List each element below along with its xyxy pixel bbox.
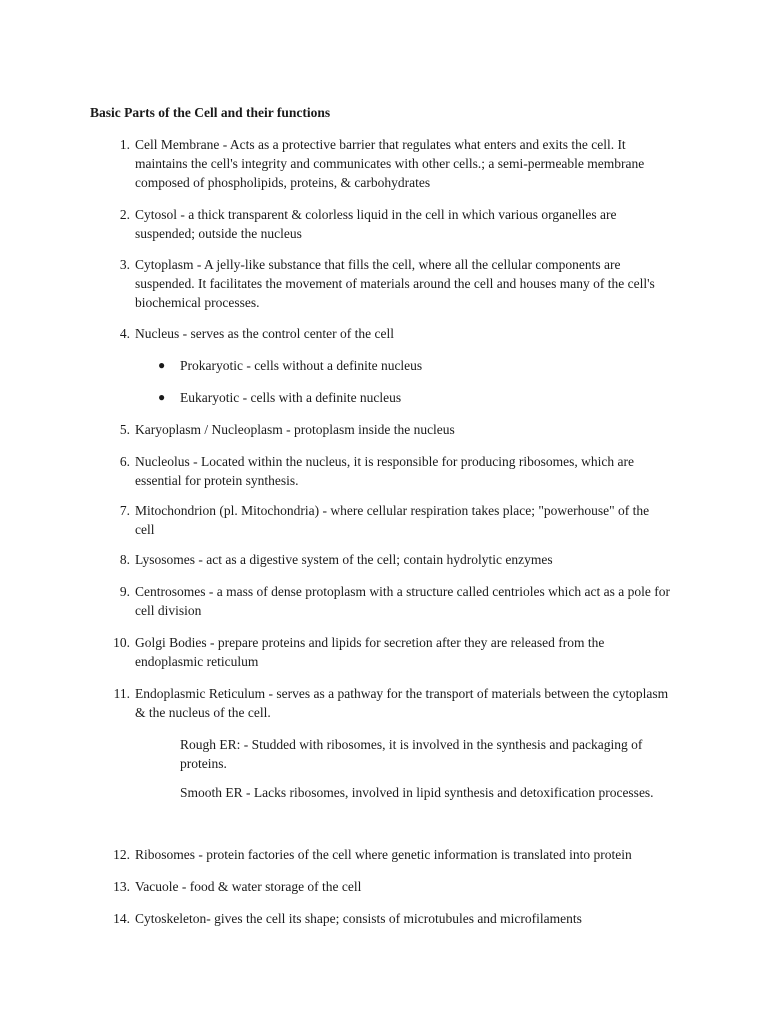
list-item-mitochondrion <box>110 501 670 539</box>
bullet-item-eukaryotic <box>158 388 658 407</box>
sub-item-smooth-er: Smooth ER - Lacks ribosomes, involved in lipid synthesis and detoxification processes. <box>180 785 654 800</box>
list-item-text: Lysosomes - act as a digestive system of the cell; contain hydrolytic enzymes <box>135 552 553 567</box>
list-number: 6. <box>119 454 130 469</box>
list-item-text: Cell Membrane - Acts as a protective barrier that regulates what enters and exits the cell. It maintains the cell's integrity and communicates with other cells.; a semi-permeable membrane composed of phospholipids, proteins, & carbohydrates <box>135 137 645 190</box>
list-item-text: Mitochondrion (pl. Mitochondria) - where cellular respiration takes place; "powerhouse" of the cell <box>135 503 650 537</box>
list-item-text: Golgi Bodies - prepare proteins and lipids for secretion after they are released from the endoplasmic reticulum <box>135 635 605 669</box>
list-number: 11. <box>113 686 130 701</box>
list-item-cytosol <box>110 205 670 243</box>
list-number: 10. <box>113 635 130 650</box>
bullet-item-prokaryotic <box>158 356 658 375</box>
list-item-endoplasmic-reticulum <box>110 684 670 722</box>
list-number: 4. <box>119 326 130 341</box>
list-item-text: Nucleolus - Located within the nucleus, it is responsible for producing ribosomes, which are essential for protein synthesis. <box>135 454 635 488</box>
list-item-text: Nucleus - serves as the control center of the cell <box>135 326 395 341</box>
list-number: 1. <box>119 137 130 152</box>
list-item-text: Karyoplasm / Nucleoplasm - protoplasm inside the nucleus <box>135 422 455 437</box>
bullet-marker: ● <box>158 390 166 404</box>
list-number: 2. <box>119 207 130 222</box>
list-item-nucleolus <box>110 452 670 490</box>
document-title: Basic Parts of the Cell and their functions <box>90 105 331 120</box>
sub-item-rough-er: Rough ER: - Studded with ribosomes, it is involved in the synthesis and packaging of proteins. <box>180 737 643 771</box>
bullet-marker: ● <box>158 358 166 372</box>
list-item-ribosomes <box>110 845 670 864</box>
list-item-text: Vacuole - food & water storage of the cell <box>135 879 362 894</box>
bullet-text: Prokaryotic - cells without a definite nucleus <box>180 358 423 373</box>
list-item-lysosomes <box>110 550 670 569</box>
list-number: 12. <box>113 847 130 862</box>
list-item-text: Cytoskeleton- gives the cell its shape; consists of microtubules and microfilaments <box>135 911 582 926</box>
list-item-text: Cytoplasm - A jelly-like substance that fills the cell, where all the cellular components are suspended. It facilitates the movement of materials around the cell and houses many of the cell's biochemical processes. <box>135 257 655 310</box>
list-item-vacuole <box>110 877 670 896</box>
list-item-text: Endoplasmic Reticulum - serves as a pathway for the transport of materials between the cytoplasm & the nucleus of the cell. <box>135 686 669 720</box>
list-number: 13. <box>113 879 130 894</box>
list-item-cytoplasm <box>110 255 670 312</box>
list-item-karyoplasm <box>110 420 670 439</box>
list-number: 9. <box>119 584 130 599</box>
list-item-text: Centrosomes - a mass of dense protoplasm with a structure called centrioles which act as a pole for cell division <box>135 584 670 618</box>
list-item-text: Cytosol - a thick transparent & colorless liquid in the cell in which various organelles are suspended; outside the nucleus <box>135 207 617 241</box>
list-number: 14. <box>113 911 130 926</box>
bullet-text: Eukaryotic - cells with a definite nucleus <box>180 390 402 405</box>
list-item-text: Ribosomes - protein factories of the cell where genetic information is translated into protein <box>135 847 632 862</box>
list-item-cytoskeleton <box>110 909 670 928</box>
list-item-golgi-bodies <box>110 633 670 671</box>
list-item-cell-membrane <box>110 135 670 192</box>
list-number: 5. <box>119 422 130 437</box>
list-item-nucleus <box>110 324 670 343</box>
list-number: 7. <box>119 503 130 518</box>
list-number: 8. <box>119 552 130 567</box>
list-number: 3. <box>119 257 130 272</box>
list-item-centrosomes <box>110 582 670 620</box>
